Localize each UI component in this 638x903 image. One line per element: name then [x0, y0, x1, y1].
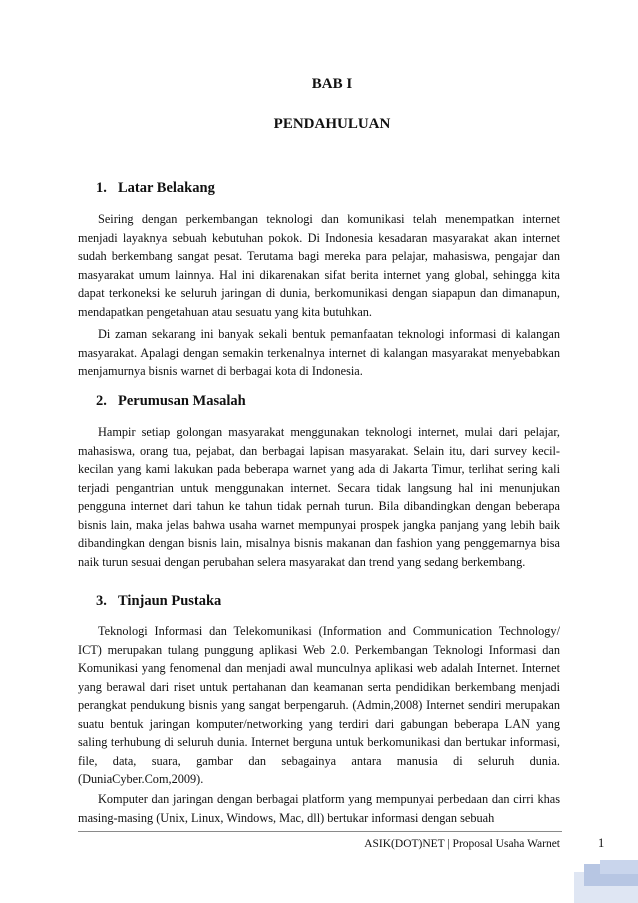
section-title: Tinjaun Pustaka [118, 593, 222, 609]
section-number: 2. [96, 393, 107, 409]
section-title: Latar Belakang [118, 180, 215, 196]
paragraph: Hampir setiap golongan masyarakat menggunakan teknologi internet, mulai dari pelajar, mahasiswa, orang tua, pejabat, dan berbagai lapisan masyarakat. Selain itu, dari survey kecil-kecilan yang kami lakukan pada beberapa warnet yang ada di Jakarta Timur, terlihat sering kali terjadi pengantrian untuk menggunakan internet. Secara tidak langsung hal ini menunjukan pengguna internet dari tahun ke tahun tidak pernah turun. Bila dibandingkan dengan beberapa bisnis lain, maka jelas bahwa usaha warnet mempunyai prospek jangka panjang yang lebih baik dibandingkan dengan bisnis lain, misalnya bisnis makanan dan fashion yang penggemarnya bisa naik turun sesuai dengan perubahan selera masyarakat dan trend yang sedang berkembang. [78, 425, 560, 569]
paragraph: Komputer dan jaringan dengan berbagai platform yang mempunyai perbedaan dan cirri khas masing-masing (Unix, Linux, Windows, Mac, dll) bertukar informasi dengan sebuah [78, 792, 560, 825]
footer-divider [78, 831, 562, 832]
paragraph: Di zaman sekarang ini banyak sekali bentuk pemanfaatan teknologi informasi di kalangan masyarakat. Apalagi dengan semakin terkenalnya internet di kalangan masyarakat menyebabkan menjamurnya bisnis warnet di berbagai kota di Indonesia. [78, 327, 560, 378]
corner-tab-layer [600, 860, 638, 874]
section-heading-latar-belakang [96, 180, 215, 197]
page-number: 1 [598, 836, 605, 850]
paragraph: Seiring dengan perkembangan teknologi dan komunikasi telah menempatkan internet menjadi layaknya sebuah kebutuhan pokok. Di Indonesia kesadaran masyarakat akan internet sudah berkembang sangat pesat. Terutama bagi mereka para pelajar, mahasiswa, pengajar dan masyarakat umum lainnya. Hal ini dikarenakan sifat berita internet yang global, sehingga kita dapat terkoneksi ke seluruh jaringan di dunia, berkomunikasi dengan siapapun dan dimanapun, mendapatkan pengetahuan atau sesuatu yang kita butuhkan. [78, 212, 560, 319]
section-number: 3. [96, 593, 107, 609]
footer-title: ASIK(DOT)NET | Proposal Usaha Warnet [364, 838, 560, 850]
chapter-number: BAB I [311, 76, 353, 92]
section-number: 1. [96, 180, 107, 196]
paragraph: Teknologi Informasi dan Telekomunikasi (Information and Communication Technology/ ICT) merupakan tulang punggung aplikasi Web 2.0. Perkembangan Teknologi Informasi dan Komunikasi yang fenomenal dan menjadi awal munculnya aplikasi web adalah Internet. Internet yang berawal dari riset untuk pertahanan dan keamanan serta pendidikan berkembang menjadi perangkat pendukung bisnis yang sangat berpengaruh. (Admin,2008) Internet sendiri merupakan suatu bentuk jaringan komputer/networking yang terdiri dari gabungan beberapa LAN yang saling terhubung di seluruh dunia. Internet berguna untuk berkomunikasi dan bertukar informasi, file, data, suara, gambar dan sebagainya antara manusia di seluruh dunia.(DuniaCyber.Com,2009). [78, 624, 560, 786]
section-title: Perumusan Masalah [118, 393, 246, 409]
chapter-title: PENDAHULUAN [273, 116, 391, 132]
section-heading-perumusan-masalah [96, 393, 246, 410]
section-heading-tinjaun-pustaka [96, 593, 221, 610]
corner-tab-decoration [574, 860, 638, 903]
